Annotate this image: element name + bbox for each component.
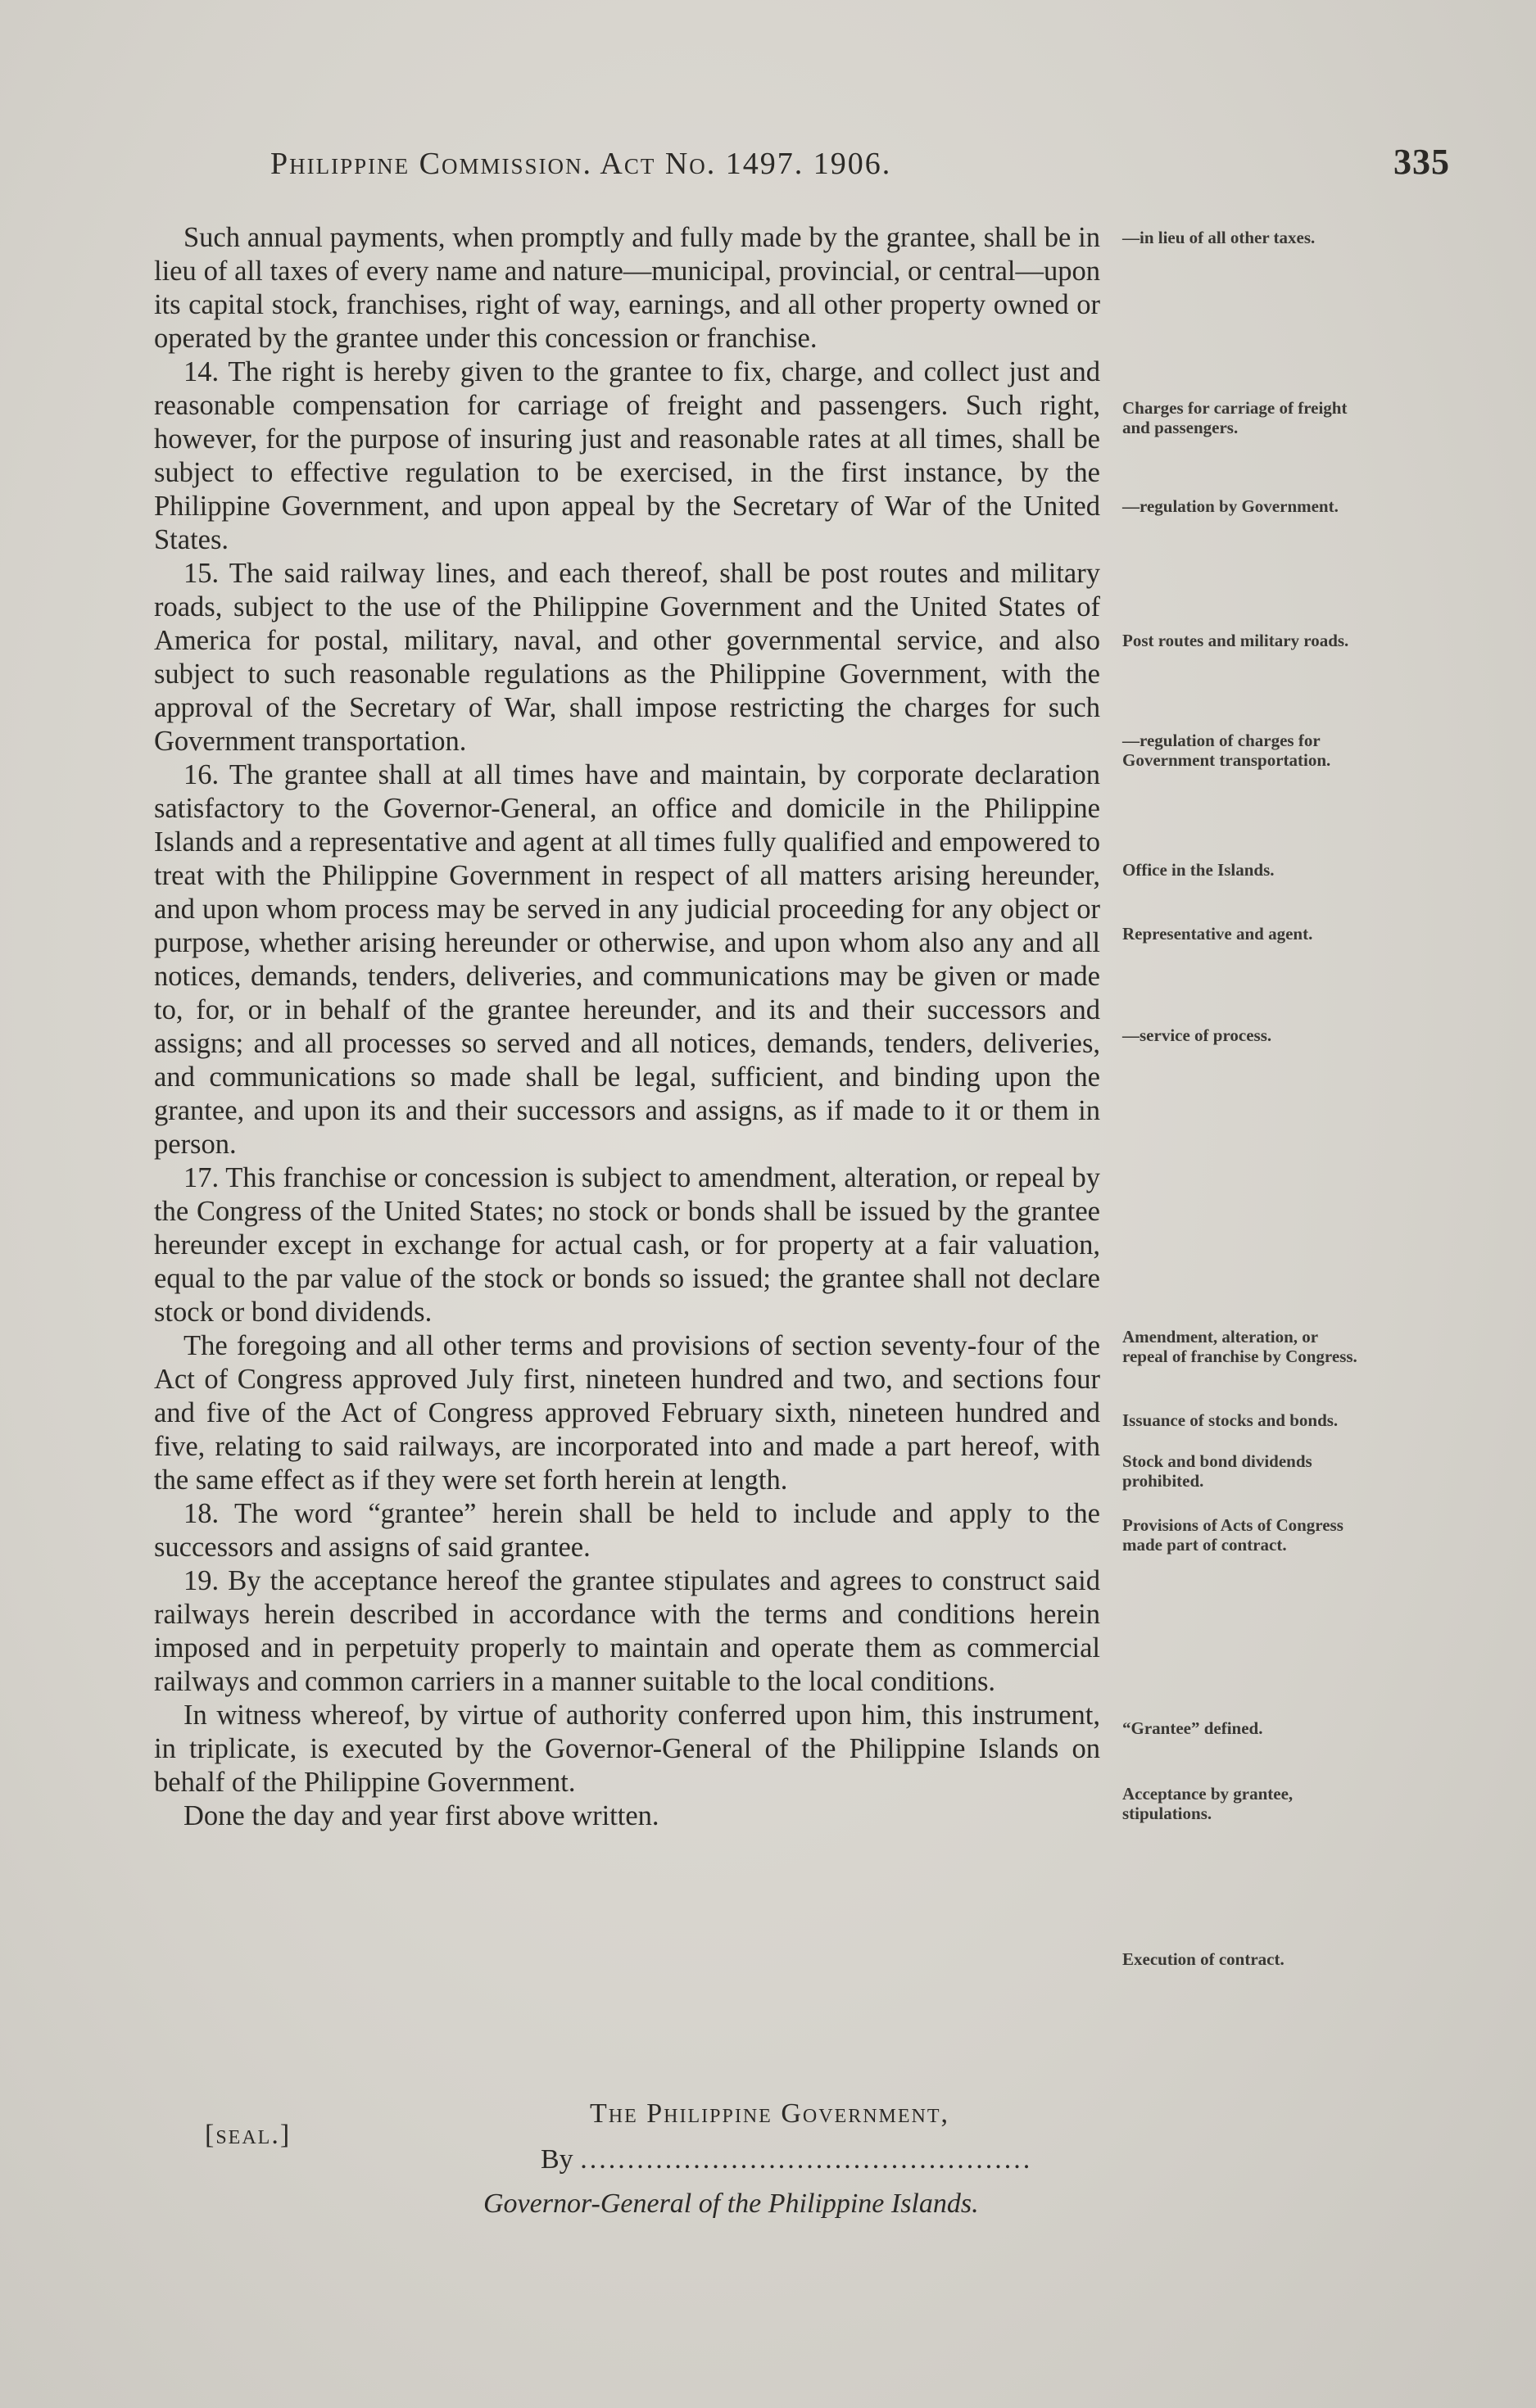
margin-note: —regulation by Government. [1122, 496, 1339, 516]
margin-note: Execution of contract. [1122, 1949, 1285, 1969]
paragraph-section-16: 16. The grantee shall at all times have and maintain, by corporate declaration satisfactory to the Governor-General, an office and domicile in the Philippine Islands and a representative and agent at all times fully qualified and empowered to treat with the Philippine Government in respect of all matters arising hereunder, and upon whom process may be served in any judicial proceeding for any object or purpose, whether arising hereunder or otherwise, and upon whom also any and all notices, demands, tenders, deliveries, and communications may be given or made to, for, or in behalf of the grantee hereunder, and its and their successors and assigns; and all processes so served and all notices, demands, tenders, deliveries, and communications so made shall be legal, sufficient, and binding upon the grantee, and upon its and their successors and assigns, as if made to it or them in person. [154, 759, 1100, 1160]
government-name: The Philippine Government, [590, 2098, 950, 2129]
margin-note: —in lieu of all other taxes. [1122, 228, 1316, 247]
paragraph-witness: In witness whereof, by virtue of authority conferred upon him, this instrument, in triplicate, is executed by the Governor-General of the Philippine Islands on behalf of the Philippine Government. [154, 1700, 1100, 1798]
margin-note: —regulation of charges for Government transportation. [1122, 731, 1331, 770]
paragraph-section-19: 19. By the acceptance hereof the grantee stipulates and agrees to construct said railways herein described in accordance with the terms and conditions herein imposed and in perpetuity properly to maintain and operate them as commercial railways and common carriers in a manner suitable to the local conditions. [154, 1565, 1100, 1697]
margin-note: “Grantee” defined. [1122, 1718, 1263, 1738]
by-label: By [541, 2144, 573, 2175]
margin-note: Acceptance by grantee, stipulations. [1122, 1784, 1294, 1823]
paragraph-foregoing: The foregoing and all other terms and provisions of section seventy-four of the Act of Congress approved July first, nineteen hundred and two, and sections four and five of the Act of Congress approved February sixth, nineteen hundred and five, relating to said railways, are incorporated into and made a part hereof, with the same effect as if they were set forth herein at length. [154, 1330, 1100, 1496]
body-text [154, 221, 1100, 1833]
margin-note: —service of process. [1122, 1025, 1272, 1045]
governor-general-title: Governor-General of the Philippine Islands. [483, 2188, 979, 2219]
running-title: Philippine Commission. Act No. 1497. 1906. [270, 147, 892, 181]
margin-note: Post routes and military roads. [1122, 631, 1349, 650]
margin-note: Office in the Islands. [1122, 860, 1275, 880]
margin-note: Stock and bond dividends prohibited. [1122, 1451, 1312, 1491]
margin-note: Provisions of Acts of Congress made part of contract. [1122, 1515, 1343, 1555]
paragraph-section-18: 18. The word “grantee” herein shall be held to include and apply to the successors and assigns of said grantee. [154, 1498, 1100, 1563]
margin-note: Issuance of stocks and bonds. [1122, 1410, 1339, 1430]
seal-label: [seal.] [205, 2120, 292, 2150]
page-header [270, 142, 1450, 182]
signature-dots: ................................................ [580, 2144, 1033, 2175]
paragraph-done: Done the day and year first above written. [184, 1800, 659, 1831]
margin-note: Charges for carriage of freight and passengers. [1122, 398, 1348, 437]
paragraph-section-15: 15. The said railway lines, and each thereof, shall be post routes and military roads, subject to the use of the Philippine Government and the United States of America for postal, military, naval, and other governmental service, and also subject to such reasonable regulations as the Philippine Government, with the approval of the Secretary of War, shall impose restricting the charges for such Government transportation. [154, 558, 1100, 757]
paragraph-section-17: 17. This franchise or concession is subject to amendment, alteration, or repeal by the Congress of the United States; no stock or bonds shall be issued by the grantee hereunder except in exchange for actual cash, or for property at a fair valuation, equal to the par value of the stock or bonds so issued; the grantee shall not declare stock or bond dividends. [154, 1162, 1100, 1328]
margin-note: Amendment, alteration, or repeal of franchise by Congress. [1122, 1327, 1357, 1366]
margin-note: Representative and agent. [1122, 924, 1313, 944]
paragraph-section-14: 14. The right is hereby given to the grantee to fix, charge, and collect just and reasonable compensation for carriage of freight and passengers. Such right, however, for the purpose of insuring just and reasonable rates at all times, shall be subject to effective regulation to be exercised, in the first instance, by the Philippine Government, and upon appeal by the Secretary of War of the United States. [154, 356, 1100, 555]
paragraph-payments: Such annual payments, when promptly and fully made by the grantee, shall be in lieu of all taxes of every name and nature—municipal, provincial, or central—upon its capital stock, franchises, right of way, earnings, and all other property owned or operated by the grantee under this concession or franchise. [154, 222, 1100, 354]
page-number: 335 [1393, 142, 1450, 182]
signature-line [541, 2144, 1032, 2175]
